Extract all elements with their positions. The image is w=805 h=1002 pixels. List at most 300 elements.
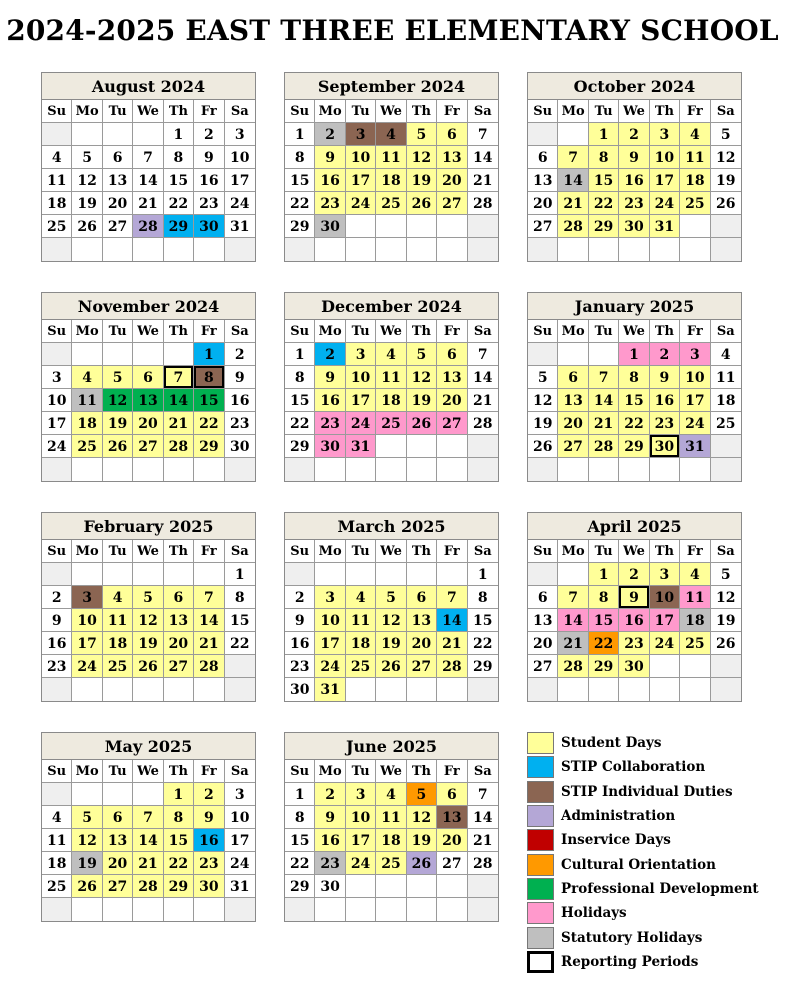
- empty-cell: [407, 898, 437, 921]
- day-cell: 3: [346, 783, 376, 806]
- day-cell: 20: [133, 412, 163, 435]
- day-cell: 27: [437, 192, 467, 215]
- day-cell: 6: [528, 586, 558, 609]
- day-cell: 4: [376, 783, 406, 806]
- day-cell: 22: [468, 632, 498, 655]
- day-cell: 27: [437, 852, 467, 875]
- empty-cell: [619, 678, 649, 701]
- day-cell: 31: [346, 435, 376, 458]
- day-cell: 16: [315, 389, 345, 412]
- day-cell: 27: [103, 875, 133, 898]
- day-cell: 23: [315, 852, 345, 875]
- weekday-header: Fr: [437, 760, 467, 783]
- legend-swatch: [527, 781, 554, 803]
- day-cell: 23: [225, 412, 255, 435]
- weekday-header: Su: [528, 320, 558, 343]
- day-cell: 30: [315, 435, 345, 458]
- day-cell: 12: [72, 829, 102, 852]
- empty-cell: [72, 783, 102, 806]
- legend-label: STIP Individual Duties: [561, 783, 733, 800]
- day-cell: 5: [376, 586, 406, 609]
- day-cell: 29: [589, 655, 619, 678]
- day-cell: 14: [133, 169, 163, 192]
- empty-cell: [468, 875, 498, 898]
- day-cell: 18: [680, 609, 710, 632]
- day-cell: 23: [619, 192, 649, 215]
- day-cell: 23: [42, 655, 72, 678]
- weekday-header: Tu: [346, 100, 376, 123]
- empty-cell: [225, 238, 255, 261]
- empty-cell: [650, 458, 680, 481]
- weekday-header: Th: [164, 320, 194, 343]
- empty-cell: [285, 898, 315, 921]
- day-cell: 10: [225, 146, 255, 169]
- month-calendar: [527, 292, 742, 482]
- day-cell: 11: [346, 609, 376, 632]
- empty-cell: [437, 435, 467, 458]
- day-cell: 10: [42, 389, 72, 412]
- legend-label: Student Days: [561, 735, 662, 752]
- weekday-header: We: [619, 100, 649, 123]
- day-cell: 5: [72, 806, 102, 829]
- weekday-header: Sa: [468, 760, 498, 783]
- day-cell: 11: [680, 146, 710, 169]
- empty-cell: [164, 343, 194, 366]
- weekday-header: We: [619, 320, 649, 343]
- day-cell: 5: [72, 146, 102, 169]
- weekday-header: Fr: [680, 540, 710, 563]
- day-cell: 21: [558, 632, 588, 655]
- empty-cell: [103, 898, 133, 921]
- day-cell: 11: [680, 586, 710, 609]
- day-cell: 10: [346, 366, 376, 389]
- day-cell: 28: [133, 215, 163, 238]
- day-cell: 24: [650, 632, 680, 655]
- weekday-header: Sa: [225, 320, 255, 343]
- legend-label: Administration: [561, 808, 676, 825]
- day-cell: 24: [225, 852, 255, 875]
- weekday-header: We: [133, 540, 163, 563]
- weekday-header: Mo: [72, 760, 102, 783]
- day-cell: 29: [589, 215, 619, 238]
- weekday-header: Fr: [437, 540, 467, 563]
- day-cell: 30: [225, 435, 255, 458]
- day-cell: 15: [285, 389, 315, 412]
- day-cell: 13: [103, 829, 133, 852]
- empty-cell: [164, 238, 194, 261]
- day-cell: 20: [103, 852, 133, 875]
- day-cell: 20: [437, 829, 467, 852]
- day-cell: 20: [528, 632, 558, 655]
- legend-swatch: [527, 902, 554, 924]
- weekday-header: We: [133, 760, 163, 783]
- empty-cell: [133, 563, 163, 586]
- day-cell: 5: [103, 366, 133, 389]
- day-cell: 28: [589, 435, 619, 458]
- weekday-header: We: [376, 760, 406, 783]
- weekday-header: Mo: [315, 760, 345, 783]
- day-cell: 1: [285, 783, 315, 806]
- day-cell: 26: [103, 435, 133, 458]
- day-cell: 17: [225, 829, 255, 852]
- weekday-header: Mo: [72, 320, 102, 343]
- day-cell: 25: [376, 412, 406, 435]
- day-cell: 29: [164, 875, 194, 898]
- weekday-header: We: [619, 540, 649, 563]
- month-calendar: [41, 512, 256, 702]
- day-cell: 31: [315, 678, 345, 701]
- weekday-header: Su: [42, 760, 72, 783]
- day-cell: 6: [437, 123, 467, 146]
- day-cell: 16: [194, 169, 224, 192]
- empty-cell: [42, 563, 72, 586]
- weekday-header: Mo: [558, 540, 588, 563]
- legend-item: [527, 925, 797, 949]
- empty-cell: [42, 783, 72, 806]
- day-cell: 26: [133, 655, 163, 678]
- weekday-header: Tu: [589, 100, 619, 123]
- month-grid: [285, 100, 498, 261]
- day-cell: 25: [346, 655, 376, 678]
- day-cell: 18: [376, 829, 406, 852]
- empty-cell: [376, 238, 406, 261]
- weekday-header: Tu: [103, 540, 133, 563]
- empty-cell: [589, 458, 619, 481]
- weekday-header: Fr: [437, 100, 467, 123]
- empty-cell: [558, 458, 588, 481]
- empty-cell: [376, 898, 406, 921]
- weekday-header: Mo: [72, 540, 102, 563]
- calendar-title: 2024-2025 EAST THREE ELEMENTARY SCHOOL: [6, 14, 779, 47]
- empty-cell: [346, 875, 376, 898]
- day-cell: 21: [468, 829, 498, 852]
- month-calendar: [527, 512, 742, 702]
- month-title: September 2024: [285, 73, 498, 100]
- day-cell: 14: [558, 169, 588, 192]
- day-cell: 20: [407, 632, 437, 655]
- day-cell: 13: [407, 609, 437, 632]
- day-cell: 14: [558, 609, 588, 632]
- day-cell: 5: [528, 366, 558, 389]
- empty-cell: [346, 898, 376, 921]
- day-cell: 26: [711, 192, 741, 215]
- day-cell: 3: [346, 343, 376, 366]
- empty-cell: [133, 783, 163, 806]
- day-cell: 7: [133, 806, 163, 829]
- day-cell: 5: [711, 563, 741, 586]
- day-cell: 23: [619, 632, 649, 655]
- empty-cell: [407, 435, 437, 458]
- legend-label: Reporting Periods: [561, 953, 699, 970]
- day-cell: 8: [164, 806, 194, 829]
- empty-cell: [528, 563, 558, 586]
- day-cell: 17: [346, 829, 376, 852]
- weekday-header: Su: [285, 540, 315, 563]
- day-cell: 2: [619, 563, 649, 586]
- month-calendar: [284, 512, 499, 702]
- day-cell: 20: [103, 192, 133, 215]
- legend-swatch: [527, 878, 554, 900]
- day-cell: 1: [225, 563, 255, 586]
- day-cell: 30: [285, 678, 315, 701]
- day-cell: 11: [376, 806, 406, 829]
- day-cell: 25: [711, 412, 741, 435]
- month-calendar: [41, 72, 256, 262]
- day-cell: 14: [133, 829, 163, 852]
- month-title: January 2025: [528, 293, 741, 320]
- day-cell: 4: [346, 586, 376, 609]
- day-cell: 28: [437, 655, 467, 678]
- weekday-header: Fr: [680, 100, 710, 123]
- day-cell: 26: [72, 215, 102, 238]
- day-cell: 3: [225, 783, 255, 806]
- day-cell: 9: [315, 146, 345, 169]
- month-grid: [42, 320, 255, 481]
- month-grid: [528, 320, 741, 481]
- day-cell: 16: [42, 632, 72, 655]
- day-cell: 2: [315, 123, 345, 146]
- empty-cell: [285, 563, 315, 586]
- day-cell: 9: [650, 366, 680, 389]
- day-cell: 3: [315, 586, 345, 609]
- day-cell: 28: [468, 192, 498, 215]
- day-cell: 4: [376, 123, 406, 146]
- day-cell: 15: [285, 829, 315, 852]
- empty-cell: [164, 458, 194, 481]
- day-cell: 19: [72, 192, 102, 215]
- day-cell: 8: [285, 146, 315, 169]
- day-cell: 2: [315, 783, 345, 806]
- empty-cell: [72, 238, 102, 261]
- day-cell: 18: [346, 632, 376, 655]
- day-cell: 6: [103, 806, 133, 829]
- empty-cell: [528, 238, 558, 261]
- day-cell: 29: [164, 215, 194, 238]
- empty-cell: [133, 238, 163, 261]
- day-cell: 12: [407, 366, 437, 389]
- weekday-header: Mo: [558, 320, 588, 343]
- day-cell: 2: [194, 783, 224, 806]
- empty-cell: [103, 783, 133, 806]
- empty-cell: [225, 678, 255, 701]
- empty-cell: [164, 898, 194, 921]
- day-cell: 17: [315, 632, 345, 655]
- day-cell: 8: [285, 806, 315, 829]
- day-cell: 16: [315, 829, 345, 852]
- month-grid: [285, 760, 498, 921]
- month-title: December 2024: [285, 293, 498, 320]
- weekday-header: Sa: [711, 540, 741, 563]
- empty-cell: [680, 655, 710, 678]
- empty-cell: [346, 238, 376, 261]
- day-cell: 1: [194, 343, 224, 366]
- day-cell: 6: [558, 366, 588, 389]
- weekday-header: Tu: [103, 100, 133, 123]
- empty-cell: [42, 678, 72, 701]
- weekday-header: Th: [650, 540, 680, 563]
- day-cell: 8: [285, 366, 315, 389]
- weekday-header: Th: [164, 100, 194, 123]
- day-cell: 22: [285, 192, 315, 215]
- weekday-header: Fr: [194, 760, 224, 783]
- day-cell: 25: [680, 632, 710, 655]
- day-cell: 21: [468, 389, 498, 412]
- weekday-header: Tu: [589, 540, 619, 563]
- day-cell: 25: [376, 192, 406, 215]
- legend-swatch: [527, 951, 554, 973]
- empty-cell: [437, 563, 467, 586]
- empty-cell: [376, 678, 406, 701]
- day-cell: 2: [42, 586, 72, 609]
- empty-cell: [558, 678, 588, 701]
- day-cell: 31: [225, 875, 255, 898]
- weekday-header: Mo: [72, 100, 102, 123]
- empty-cell: [42, 123, 72, 146]
- day-cell: 24: [72, 655, 102, 678]
- weekday-header: Sa: [711, 100, 741, 123]
- day-cell: 9: [619, 586, 649, 609]
- day-cell: 7: [589, 366, 619, 389]
- empty-cell: [376, 875, 406, 898]
- weekday-header: Th: [650, 320, 680, 343]
- day-cell: 27: [528, 215, 558, 238]
- day-cell: 3: [650, 563, 680, 586]
- day-cell: 24: [346, 412, 376, 435]
- day-cell: 26: [528, 435, 558, 458]
- empty-cell: [437, 678, 467, 701]
- weekday-header: Tu: [103, 760, 133, 783]
- empty-cell: [558, 238, 588, 261]
- empty-cell: [376, 215, 406, 238]
- weekday-header: Fr: [680, 320, 710, 343]
- day-cell: 16: [315, 169, 345, 192]
- empty-cell: [315, 563, 345, 586]
- weekday-header: Sa: [468, 320, 498, 343]
- empty-cell: [437, 458, 467, 481]
- day-cell: 3: [225, 123, 255, 146]
- weekday-header: We: [376, 320, 406, 343]
- day-cell: 16: [285, 632, 315, 655]
- day-cell: 10: [225, 806, 255, 829]
- empty-cell: [164, 563, 194, 586]
- day-cell: 7: [133, 146, 163, 169]
- day-cell: 15: [225, 609, 255, 632]
- day-cell: 11: [376, 366, 406, 389]
- month-title: May 2025: [42, 733, 255, 760]
- day-cell: 6: [437, 783, 467, 806]
- empty-cell: [437, 875, 467, 898]
- day-cell: 21: [164, 412, 194, 435]
- day-cell: 7: [558, 146, 588, 169]
- legend-label: Cultural Orientation: [561, 856, 716, 873]
- day-cell: 23: [194, 192, 224, 215]
- weekday-header: Sa: [225, 100, 255, 123]
- day-cell: 1: [589, 123, 619, 146]
- day-cell: 18: [711, 389, 741, 412]
- day-cell: 19: [376, 632, 406, 655]
- day-cell: 4: [376, 343, 406, 366]
- day-cell: 18: [42, 192, 72, 215]
- empty-cell: [42, 458, 72, 481]
- day-cell: 20: [528, 192, 558, 215]
- day-cell: 11: [711, 366, 741, 389]
- day-cell: 15: [589, 609, 619, 632]
- day-cell: 5: [133, 586, 163, 609]
- day-cell: 12: [407, 806, 437, 829]
- day-cell: 23: [315, 192, 345, 215]
- empty-cell: [133, 343, 163, 366]
- day-cell: 24: [650, 192, 680, 215]
- weekday-header: Tu: [103, 320, 133, 343]
- day-cell: 4: [711, 343, 741, 366]
- weekday-header: We: [376, 100, 406, 123]
- day-cell: 19: [407, 389, 437, 412]
- legend-label: Statutory Holidays: [561, 929, 703, 946]
- weekday-header: Su: [42, 540, 72, 563]
- day-cell: 12: [376, 609, 406, 632]
- day-cell: 2: [194, 123, 224, 146]
- day-cell: 8: [164, 146, 194, 169]
- empty-cell: [103, 123, 133, 146]
- weekday-header: We: [133, 100, 163, 123]
- day-cell: 25: [680, 192, 710, 215]
- day-cell: 15: [619, 389, 649, 412]
- empty-cell: [407, 563, 437, 586]
- empty-cell: [346, 458, 376, 481]
- empty-cell: [225, 458, 255, 481]
- day-cell: 6: [528, 146, 558, 169]
- month-title: April 2025: [528, 513, 741, 540]
- day-cell: 26: [407, 852, 437, 875]
- day-cell: 15: [164, 829, 194, 852]
- legend-label: Professional Development: [561, 880, 759, 897]
- day-cell: 26: [407, 192, 437, 215]
- weekday-header: Th: [407, 320, 437, 343]
- day-cell: 30: [315, 875, 345, 898]
- empty-cell: [42, 898, 72, 921]
- empty-cell: [468, 238, 498, 261]
- day-cell: 26: [407, 412, 437, 435]
- empty-cell: [72, 123, 102, 146]
- day-cell: 7: [164, 366, 194, 389]
- day-cell: 10: [650, 146, 680, 169]
- empty-cell: [72, 563, 102, 586]
- weekday-header: Th: [650, 100, 680, 123]
- empty-cell: [650, 655, 680, 678]
- weekday-header: Su: [42, 100, 72, 123]
- day-cell: 14: [468, 366, 498, 389]
- day-cell: 15: [194, 389, 224, 412]
- day-cell: 11: [72, 389, 102, 412]
- day-cell: 4: [680, 563, 710, 586]
- legend-swatch: [527, 829, 554, 851]
- month-title: March 2025: [285, 513, 498, 540]
- empty-cell: [133, 678, 163, 701]
- empty-cell: [376, 563, 406, 586]
- weekday-header: Fr: [194, 320, 224, 343]
- day-cell: 6: [437, 343, 467, 366]
- day-cell: 4: [72, 366, 102, 389]
- day-cell: 8: [468, 586, 498, 609]
- day-cell: 14: [194, 609, 224, 632]
- legend-label: STIP Collaboration: [561, 759, 706, 776]
- legend-swatch: [527, 927, 554, 949]
- month-grid: [42, 100, 255, 261]
- day-cell: 28: [558, 215, 588, 238]
- day-cell: 11: [42, 169, 72, 192]
- month-calendar: [41, 732, 256, 922]
- day-cell: 17: [650, 609, 680, 632]
